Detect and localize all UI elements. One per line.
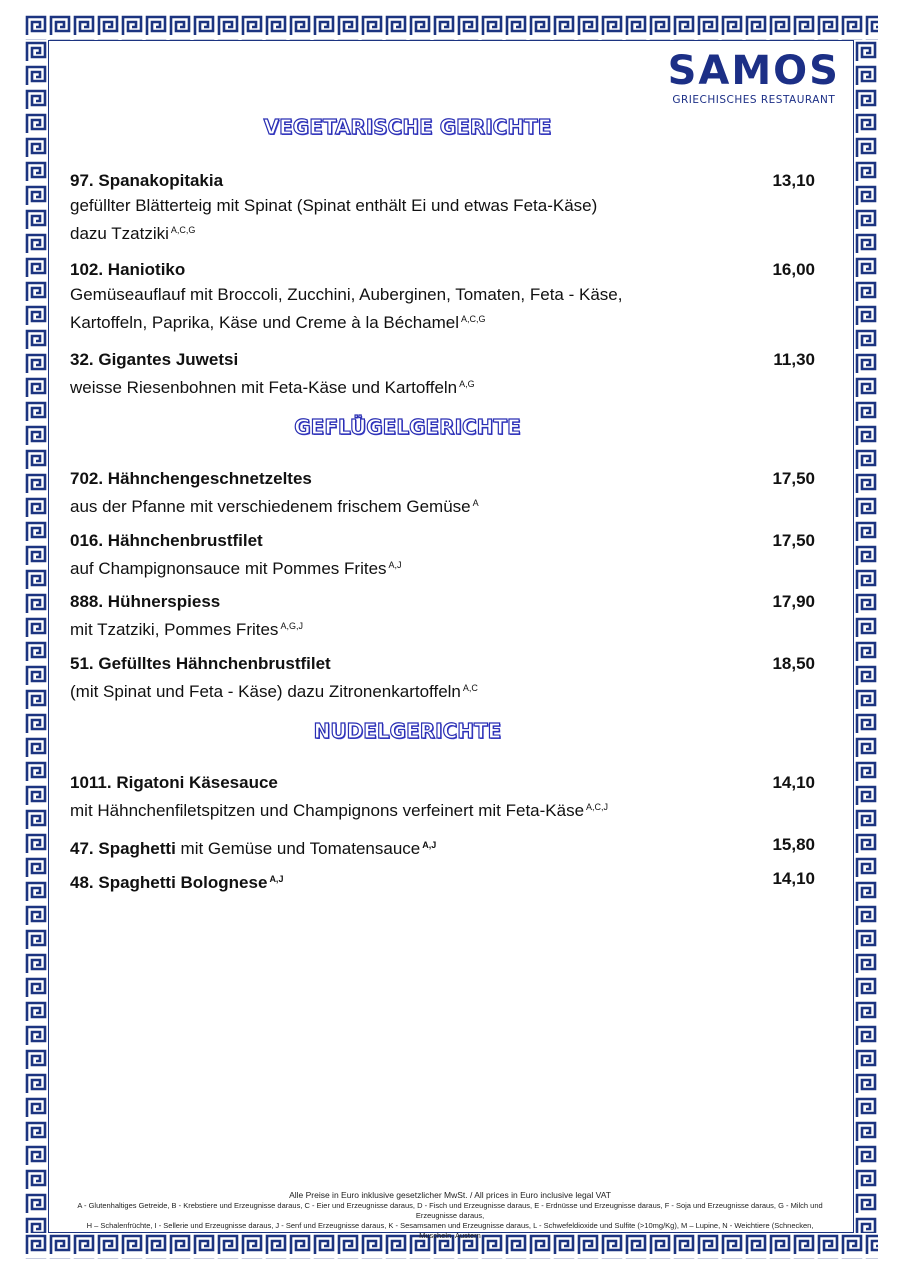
allergen-legend: A - Glutenhaltiges Getreide, B - Krebstiere und Erzeugnisse daraus, C - Eier und Erzeugnisse daraus, D - Fisch und Erzeugnisse daraus, E - Erdnüsse und Erzeugnisse daraus, F - Soja und Erzeugnisse daraus, G - Milch und Erzeugnisse daraus, [77,1201,823,1220]
item-description: aus der Pfanne mit verschiedenem frischem Gemüse [70,497,471,516]
menu-item [70,867,815,895]
item-name: 888. Hühnerspiess [70,592,221,611]
item-price: 15,80 [772,835,815,854]
footer-notes [70,1189,830,1241]
greek-key-border-left [24,40,48,1233]
item-name: 97. Spanakopitakia [70,171,224,190]
item-name: 47. Spaghetti [70,839,176,858]
allergen-codes: A [472,498,479,508]
item-name: 32. Gigantes Juwetsi [70,350,239,369]
item-price: 13,10 [772,171,815,190]
menu-item [70,467,815,519]
item-name: 102. Haniotiko [70,260,186,279]
greek-key-border-right [854,40,878,1233]
menu-item [70,590,815,642]
item-name: 1011. Rigatoni Käsesauce [70,773,278,792]
allergen-legend: H – Schalenfrüchte, I - Sellerie und Erzeugnisse daraus, J - Senf und Erzeugnisse daraus, K - Sesamsamen und Erzeugnisse daraus, L - Schwefeldioxide und Sulfite (>10mg/Kg), M – Lupine, N - Weichtiere (Schnecken, Muscheln, Austern [86,1221,814,1240]
item-price: 14,10 [772,773,815,792]
item-price: 17,50 [772,531,815,550]
section-title-vegetarian: VEGETARISCHE GERICHTE [263,115,552,139]
item-price: 17,90 [772,592,815,611]
allergen-codes: A,C [462,683,478,693]
allergen-codes: A,J [388,560,402,570]
item-name: 51. Gefülltes Hähnchenbrustfilet [70,654,331,673]
logo-title: SAMOS [667,48,840,94]
item-price: 17,50 [772,469,815,488]
allergen-codes: A,J [422,840,437,850]
item-name: 016. Hähnchenbrustfilet [70,531,263,550]
item-description: mit Hähnchenfiletspitzen und Champignons verfeinert mit Feta-Käse [70,801,585,820]
item-name: 702. Hähnchengeschnetzeltes [70,469,312,488]
item-description: dazu Tzatziki [70,224,169,243]
menu-item [70,169,815,246]
item-name-tail: mit Gemüse und Tomatensauce [180,839,421,858]
allergen-codes: A,G,J [280,621,303,631]
item-description: Kartoffeln, Paprika, Käse und Creme à la Béchamel [70,313,460,332]
item-name: 48. Spaghetti Bolognese [70,873,268,892]
menu-item [70,348,815,400]
allergen-codes: A,G [459,379,475,389]
item-description: Gemüseauflauf mit Broccoli, Zucchini, Auberginen, Tomaten, Feta - Käse, [70,285,623,304]
section-title-poultry: GEFLÜGELGERICHTE [294,415,521,439]
item-price: 18,50 [772,654,815,673]
allergen-codes: A,C,J [586,802,609,812]
item-description: (mit Spinat und Feta - Käse) dazu Zitronenkartoffeln [70,682,461,701]
menu-item [70,771,815,823]
logo-subtitle: GRIECHISCHES RESTAURANT [672,94,836,106]
item-description: auf Champignonsauce mit Pommes Frites [70,559,387,578]
item-price: 16,00 [772,260,815,279]
item-description: gefüllter Blätterteig mit Spinat (Spinat enthält Ei und etwas Feta-Käse) [70,196,598,215]
item-price: 14,10 [772,869,815,888]
allergen-codes: A,J [269,874,284,884]
vat-note: Alle Preise in Euro inklusive gesetzlicher MwSt. / All prices in Euro inclusive legal VAT [289,1190,611,1200]
item-description: mit Tzatziki, Pommes Frites [70,620,279,639]
menu-item [70,258,815,335]
item-price: 11,30 [773,350,815,369]
menu-item [70,833,815,861]
greek-key-border-top [24,14,878,40]
item-description: weisse Riesenbohnen mit Feta-Käse und Kartoffeln [70,378,458,397]
section-title-pasta: NUDELGERICHTE [313,719,502,743]
allergen-codes: A,C,G [170,225,196,235]
menu-item [70,529,815,581]
menu-item [70,652,815,704]
restaurant-logo [668,50,840,106]
allergen-codes: A,C,G [461,314,486,324]
